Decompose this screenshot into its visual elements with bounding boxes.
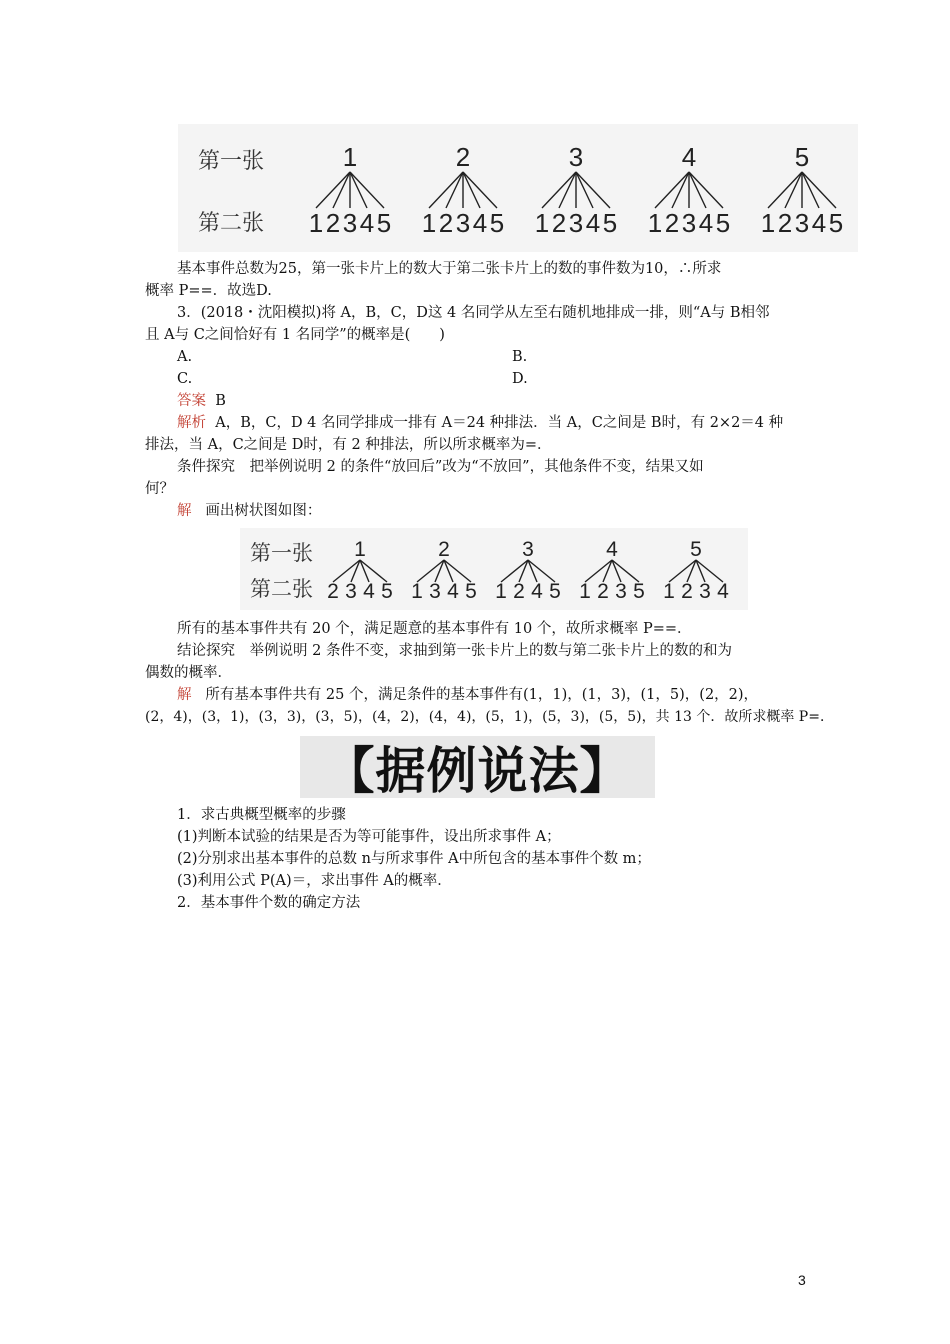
para1-line2: 概率 P==．故选D. bbox=[145, 283, 272, 299]
tree-diagram-without-replacement bbox=[240, 528, 748, 610]
tree1-branch bbox=[316, 172, 350, 208]
tree1-second-card-4: 4 bbox=[698, 208, 714, 238]
solution1-line bbox=[177, 500, 842, 522]
analysis-line2: 排法，当 A，C之间是 D时，有 2 种排法，所以所求概率为=． bbox=[145, 437, 552, 453]
analysis-label: 解析 bbox=[177, 415, 206, 431]
tree2-second-card-2: 2 bbox=[327, 580, 339, 603]
tree1-branch bbox=[350, 172, 367, 208]
tree2-second-card-1: 1 bbox=[495, 580, 507, 603]
tree2-second-card-4: 4 bbox=[717, 580, 729, 603]
conclusion-inquiry-line1: 结论探究 举例说明 2 条件不变，求抽到第一张卡片上的数与第二张卡片上的数的和为 bbox=[177, 643, 732, 659]
answer-value: B bbox=[215, 393, 226, 409]
solution2-label: 解 bbox=[177, 687, 192, 703]
tree1-branch bbox=[802, 172, 836, 208]
tree2-second-card-3: 3 bbox=[345, 580, 357, 603]
tree2-second-card-2: 2 bbox=[681, 580, 693, 603]
tree1-second-card-2: 2 bbox=[325, 208, 341, 238]
tree1-branch bbox=[446, 172, 463, 208]
tree1-branch bbox=[350, 172, 384, 208]
tree1-second-card-3: 3 bbox=[568, 208, 584, 238]
condition-inquiry-line1: 条件探究 把举例说明 2 的条件“放回后”改为“不放回”，其他条件不变，结果又如 bbox=[177, 459, 704, 475]
tree1-first-card-4: 4 bbox=[681, 142, 697, 172]
tree1-second-card-4: 4 bbox=[585, 208, 601, 238]
tree1-branch bbox=[576, 172, 593, 208]
section-banner bbox=[300, 736, 655, 798]
tree1-second-card-5: 5 bbox=[376, 208, 392, 238]
tree2-row2-label: 第二张 bbox=[250, 577, 313, 601]
question3-line1: 3．(2018・沈阳模拟)将 A，B，C，D这 4 名同学从左至右随机地排成一排，则“A与 B相邻 bbox=[177, 305, 770, 321]
solution1-text: 画出树状图如图： bbox=[205, 503, 322, 519]
tree1-branch bbox=[542, 172, 576, 208]
steps-item-3: (3)利用公式 P(A)＝，求出事件 A的概率． bbox=[177, 873, 452, 889]
tree1-branch bbox=[802, 172, 819, 208]
tree2-first-card-5: 5 bbox=[690, 538, 702, 561]
tree1-second-card-1: 1 bbox=[308, 208, 324, 238]
steps-item-4: 2．基本事件个数的确定方法 bbox=[177, 895, 361, 911]
tree1-second-card-3: 3 bbox=[342, 208, 358, 238]
answer-label: 答案 bbox=[177, 393, 206, 409]
para1-line1: 基本事件总数为25，第一张卡片上的数大于第二张卡片上的数的事件数为10，∴所求 bbox=[177, 261, 722, 277]
tree1-branch bbox=[768, 172, 802, 208]
tree1-branch bbox=[559, 172, 576, 208]
tree1-second-card-4: 4 bbox=[472, 208, 488, 238]
tree2-second-card-1: 1 bbox=[579, 580, 591, 603]
analysis-text: A，B，C，D 4 名同学排成一排有 A＝24 种排法．当 A，C之间是 B时，有 2×2＝4 种 bbox=[215, 415, 784, 431]
tree-diagram-with-replacement bbox=[178, 124, 858, 252]
tree1-row2-label: 第二张 bbox=[198, 211, 265, 236]
tree1-branch bbox=[785, 172, 802, 208]
section-banner-text: 【据例说法】 bbox=[324, 742, 631, 800]
tree1-second-card-1: 1 bbox=[421, 208, 437, 238]
tree1-second-card-1: 1 bbox=[534, 208, 550, 238]
solution2-text: 所有基本事件共有 25 个，满足条件的基本事件有(1，1)，(1，3)，(1，5)，(2，2)， bbox=[205, 687, 759, 703]
tree1-second-card-5: 5 bbox=[715, 208, 731, 238]
tree1-second-card-2: 2 bbox=[551, 208, 567, 238]
solution2-line1 bbox=[177, 684, 842, 706]
tree2-result: 所有的基本事件共有 20 个，满足题意的基本事件有 10 个，故所求概率 P==． bbox=[177, 621, 692, 637]
tree2-second-card-2: 2 bbox=[597, 580, 609, 603]
option-b: B. bbox=[512, 349, 528, 365]
tree1-branch bbox=[463, 172, 497, 208]
tree1-second-card-2: 2 bbox=[438, 208, 454, 238]
steps-item-1: (1)判断本试验的结果是否为等可能事件，设出所求事件 A； bbox=[177, 829, 561, 845]
condition-inquiry-line2: 何？ bbox=[145, 481, 174, 497]
question3-line2: 且 A与 C之间恰好有 1 名同学”的概率是( ) bbox=[145, 327, 445, 343]
tree2-second-card-5: 5 bbox=[633, 580, 645, 603]
tree2-second-card-3: 3 bbox=[615, 580, 627, 603]
steps-item-0: 1．求古典概型概率的步骤 bbox=[177, 807, 346, 823]
tree2-second-card-1: 1 bbox=[663, 580, 675, 603]
tree2-second-card-3: 3 bbox=[699, 580, 711, 603]
tree1-first-card-3: 3 bbox=[568, 142, 584, 172]
tree1-second-card-1: 1 bbox=[647, 208, 663, 238]
tree1-branch bbox=[689, 172, 723, 208]
tree2-second-card-5: 5 bbox=[381, 580, 393, 603]
tree1-branch bbox=[655, 172, 689, 208]
tree1-second-card-5: 5 bbox=[828, 208, 844, 238]
tree2-second-card-4: 4 bbox=[363, 580, 375, 603]
tree1-second-card-2: 2 bbox=[777, 208, 793, 238]
tree1-branch bbox=[672, 172, 689, 208]
page-number: 3 bbox=[798, 1272, 806, 1288]
tree1-second-card-4: 4 bbox=[811, 208, 827, 238]
tree1-row1-label: 第一张 bbox=[198, 149, 265, 174]
tree1-second-card-5: 5 bbox=[602, 208, 618, 238]
tree2-second-card-4: 4 bbox=[531, 580, 543, 603]
tree2-first-card-1: 1 bbox=[354, 538, 366, 561]
tree1-second-card-3: 3 bbox=[455, 208, 471, 238]
tree2-first-card-4: 4 bbox=[606, 538, 618, 561]
solution2-line2: (2，4)，(3，1)，(3，3)，(3，5)，(4，2)，(4，4)，(5，1)，(5，3)，(5，5)，共 13 个．故所求概率 P=． bbox=[145, 709, 834, 725]
option-d: D. bbox=[512, 371, 528, 387]
tree1-second-card-2: 2 bbox=[664, 208, 680, 238]
tree1-second-card-4: 4 bbox=[359, 208, 375, 238]
solution1-label: 解 bbox=[177, 503, 192, 519]
tree1-first-card-5: 5 bbox=[794, 142, 810, 172]
tree1-second-card-1: 1 bbox=[760, 208, 776, 238]
tree1-second-card-5: 5 bbox=[489, 208, 505, 238]
tree2-first-card-2: 2 bbox=[438, 538, 450, 561]
tree2-row1-label: 第一张 bbox=[250, 541, 313, 565]
tree1-second-card-3: 3 bbox=[681, 208, 697, 238]
tree1-first-card-2: 2 bbox=[455, 142, 471, 172]
answer-line bbox=[177, 390, 842, 412]
tree1-branch bbox=[463, 172, 480, 208]
tree1-branch bbox=[689, 172, 706, 208]
steps-item-2: (2)分别求出基本事件的总数 n与所求事件 A中所包含的基本事件个数 m； bbox=[177, 851, 651, 867]
tree2-second-card-4: 4 bbox=[447, 580, 459, 603]
tree1-branch bbox=[576, 172, 610, 208]
analysis-line1 bbox=[177, 412, 842, 434]
tree2-second-card-2: 2 bbox=[513, 580, 525, 603]
tree2-second-card-5: 5 bbox=[465, 580, 477, 603]
tree1-first-card-1: 1 bbox=[342, 142, 358, 172]
tree2-second-card-1: 1 bbox=[411, 580, 423, 603]
conclusion-inquiry-line2: 偶数的概率． bbox=[145, 665, 232, 681]
tree2-second-card-3: 3 bbox=[429, 580, 441, 603]
tree2-second-card-5: 5 bbox=[549, 580, 561, 603]
tree1-branch bbox=[429, 172, 463, 208]
tree1-second-card-3: 3 bbox=[794, 208, 810, 238]
tree2-first-card-3: 3 bbox=[522, 538, 534, 561]
tree1-branch bbox=[333, 172, 350, 208]
option-c: C. bbox=[177, 371, 193, 387]
option-a: A. bbox=[177, 349, 193, 365]
